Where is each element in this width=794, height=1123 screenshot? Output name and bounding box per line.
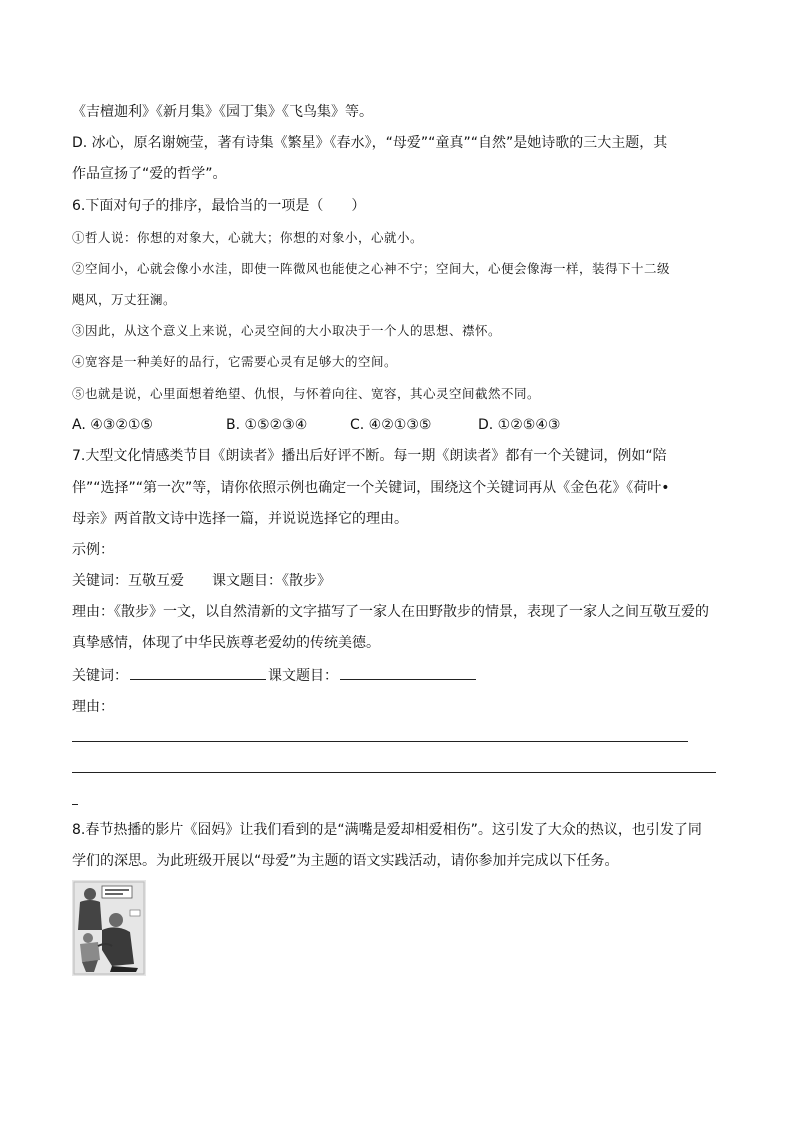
sentence-5: ⑤也就是说，心里面想着绝望、仇恨，与怀着向往、宽容，其心灵空间截然不同。: [72, 386, 541, 401]
choice-c: C. ④②①③⑤: [350, 417, 432, 433]
question-6: 6.下面对句子的排序，最恰当的一项是（ ）: [72, 198, 366, 214]
title-blank[interactable]: [340, 665, 476, 680]
example-label: 示例：: [72, 542, 114, 558]
sentence-3: ③因此，从这个意义上来说，心灵空间的大小取决于一个人的思想、襟怀。: [72, 323, 502, 338]
example-reason-line-1: 理由：《散步》一文，以自然清新的文字描写了一家人在田野散步的情景，表现了一家人之间互敬互爱的: [72, 604, 709, 620]
movie-poster-illustration: [72, 880, 146, 976]
reason-answer-line-end: [72, 804, 78, 805]
keyword-label: 关键词：: [72, 668, 128, 684]
question-7-line-3: 母亲》两首散文诗中选择一篇，并说说选择它的理由。: [72, 511, 408, 527]
choice-a: A. ④③②①⑤: [72, 417, 153, 433]
example-keyword: 关键词：互敬互爱 课文题目：《散步》: [72, 573, 331, 589]
reason-answer-line-1[interactable]: [72, 741, 688, 742]
sentence-2-line-2: 飓风，万丈狂澜。: [72, 292, 177, 307]
option-d-line-1: D. 冰心，原名谢婉莹，著有诗集《繁星》《春水》，“母爱”“童真”“自然”是她诗歌的三大主题，其: [72, 135, 668, 151]
text-line: 《吉檀迦利》《新月集》《园丁集》《飞鸟集》等。: [72, 104, 373, 120]
question-8-line-1: 8.春节热播的影片《囧妈》让我们看到的是“满嘴是爱却相爱相伤”。这引发了大众的热议，也引发了同: [72, 822, 702, 838]
option-d-line-2: 作品宣扬了“爱的哲学”。: [72, 166, 227, 182]
title-label: 课文题目：: [268, 668, 338, 684]
reason-label: 理由：: [72, 699, 114, 715]
question-7-line-2: 伴”“选择”“第一次”等，请你依照示例也确定一个关键词，围绕这个关键词再从《金色花》《荷叶•: [72, 480, 670, 496]
question-7-line-1: 7.大型文化情感类节目《朗读者》播出后好评不断。每一期《朗读者》都有一个关键词，例如“陪: [72, 448, 667, 464]
question-8-line-2: 学们的深思。为此班级开展以“母爱”为主题的语文实践活动，请你参加并完成以下任务。: [72, 853, 619, 869]
choice-d: D. ①②⑤④③: [478, 417, 561, 433]
example-reason-line-2: 真挚感情，体现了中华民族尊老爱幼的传统美德。: [72, 635, 380, 651]
sentence-2-line-1: ②空间小，心就会像小水洼，即使一阵微风也能使之心神不宁；空间大，心便会像海一样，装得下十二级: [72, 261, 671, 276]
choice-b: B. ①⑤②③④: [226, 417, 308, 433]
keyword-blank[interactable]: [130, 665, 266, 680]
sentence-4: ④宽容是一种美好的品行，它需要心灵有足够大的空间。: [72, 354, 398, 369]
answer-keyword-row: [72, 665, 478, 686]
reason-answer-line-2[interactable]: [72, 772, 716, 773]
sentence-1: ①哲人说：你想的对象大，心就大；你想的对象小，心就小。: [72, 230, 424, 245]
